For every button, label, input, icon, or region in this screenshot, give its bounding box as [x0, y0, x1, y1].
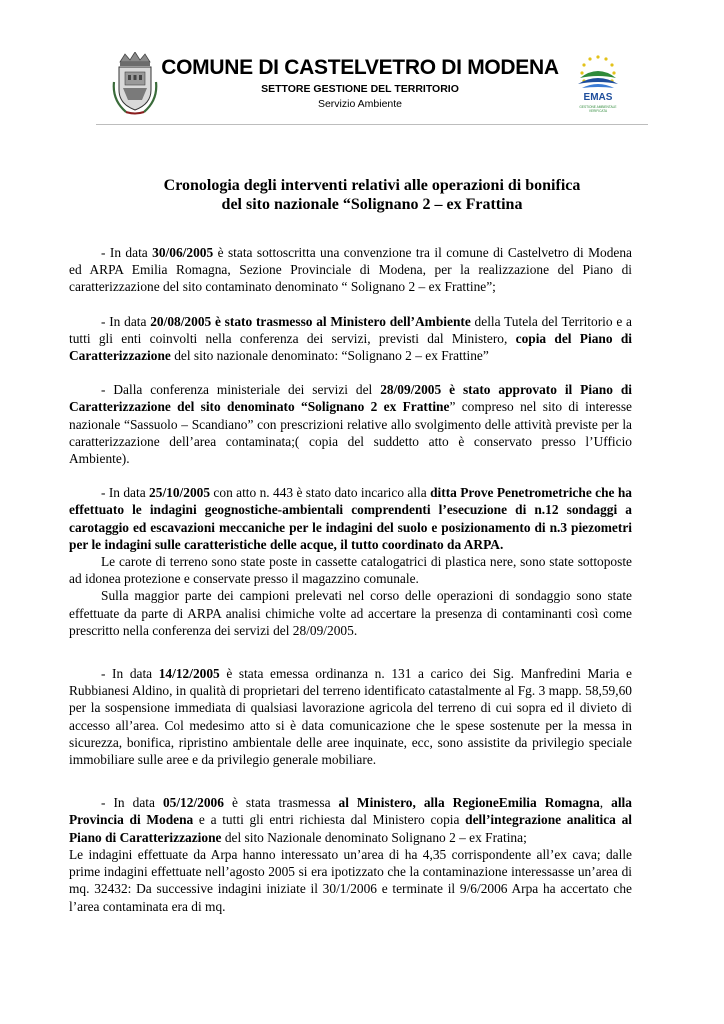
paragraph-4: [69, 484, 632, 553]
text-run: del sito nazionale denominato: “Solignano 2 – ex Frattine”: [170, 348, 489, 364]
title-line-1: Cronologia degli interventi relativi alle operazioni di bonifica: [163, 177, 581, 194]
bold-run: ditta Prove Penetrometriche che ha effettuato le indagini geognostiche-ambientali comprendenti l’esecuzione di n.12 sondaggi a carotaggio ed escavazioni meccaniche per le indagini del suolo e posizionamento di n.3 piezometri per le indagini sulle caratteristiche delle acque, il tutto coordinato da ARPA.: [69, 485, 632, 552]
bold-run: alla Provincia di Modena: [69, 795, 632, 828]
document-title: [96, 176, 648, 214]
date-14-12-2005: 14/12/2005: [158, 666, 220, 682]
text-run: è stata sottoscritta una convenzione tra il comune di Castelvetro di Modena ed ARPA Emilia Romagna, Sezione Provinciale di Modena, per la realizzazione del Piano di caratterizzazione del sito contaminato denominato “ Solignano 2 – ex Frattine”;: [69, 245, 632, 295]
text-run: - In data: [101, 245, 153, 260]
text-run: è stata trasmessa: [223, 795, 339, 811]
service-name: Servizio Ambiente: [317, 98, 403, 110]
bold-run: al Ministero, alla RegioneEmilia Romagna: [338, 795, 600, 811]
text-run: ” compreso nel sito di interesse nazionale “Sassuolo – Scandiano” con prescrizioni relative allo svolgimento delle attività previste per la caratterizzazione dell’area contaminata;( copia del suddetto atto è conservato presso l’Ufficio Ambiente).: [69, 399, 632, 467]
emas-label: EMAS: [583, 92, 613, 103]
paragraph-1: [69, 244, 632, 296]
text-run: è stata emessa ordinanza n. 131 a carico dei Sig. Manfredini Maria e Rubbianesi Aldino, in qualità di proprietari del terreno identificato catastalmente al Fg. 3 mapp. 58,59,60 per la sospensione immediata di qualsiasi lavorazione agricola del terreno di cui sopra ed il divieto di accesso all’area. Col medesimo atto si è data comunicazione che le spese sostenute per la messa in sicurezza, bonifica, ripristino ambientale delle aree inquinate, ecc, sono assistite da privilegio speciale immobiliare sulle aree e da privilegio generale mobiliare.: [69, 666, 632, 768]
municipality-name: COMUNE DI CASTELVETRO DI MODENA: [161, 56, 559, 79]
bold-run: 28/09/2005 è stato approvato il Piano di Caratterizzazione del sito denominato “Solignano 2 ex Frattine: [69, 382, 632, 415]
text-run: - Dalla conferenza ministeriale dei servizi del: [101, 382, 381, 398]
municipal-crest-icon: [112, 52, 158, 116]
date-25-10-2005: 25/10/2005: [149, 485, 211, 501]
text-run: - In data: [101, 313, 151, 329]
bold-run: copia del Piano di Caratterizzazione: [69, 330, 632, 364]
text-run: - In data: [101, 666, 159, 682]
date-30-06-2005: 30/06/2005: [152, 245, 214, 260]
paragraph-3: [69, 381, 632, 467]
paragraph-5: [69, 665, 632, 768]
text-run: della Tutela del Territorio e a tutti gli enti coinvolti nella conferenza dei servizi, previsti dal Ministero,: [69, 313, 632, 346]
bold-run: dell’integrazione analitica al Piano di Caratterizzazione: [69, 812, 632, 845]
header-divider: [96, 124, 648, 125]
emas-small-text: GESTIONE AMBIENTALE VERIFICATA: [579, 105, 617, 113]
text-run: - In data: [101, 795, 163, 811]
paragraph-6-investigations: Le indagini effettuate da Arpa hanno interessato un’area di ha 4,35 corrispondente all’ex cava; dalle prime indagini effettuate nell’agosto 2005 si era ipotizzato che la contaminazione interessasse un’area di mq. 32432: Da successive indagini iniziate il 30/1/2006 e terminate il 9/6/2006 Arpa ha accertato che l’area contaminata era di mq.: [69, 846, 632, 914]
paragraph-2: [69, 313, 632, 365]
paragraph-4-samples: Sulla maggior parte dei campioni prelevati nel corso delle operazioni di sondaggio sono state effettuate da parte di ARPA analisi chimiche volte ad accertare la presenza di contaminanti così come prescritto nella conferenza dei servizi del 28/09/2005.: [69, 588, 632, 638]
text-run: con atto n. 443 è stato dato incarico alla: [210, 485, 431, 501]
text-run: - In data: [101, 485, 150, 501]
text-run: del sito Nazionale denominato Solignano 2 – ex Fratina;: [221, 829, 527, 845]
emas-stars-icon: [568, 54, 628, 94]
bold-run: 20/08/2005 è stato trasmesso al Ministero dell’Ambiente: [150, 313, 471, 329]
text-run: ,: [599, 795, 612, 811]
paragraph-4-cores: Le carote di terreno sono state poste in cassette catalogatrici di plastica nere, sono state sottoposte ad idonea protezione e conservate presso il magazzino comunale.: [69, 554, 632, 587]
emas-logo: [568, 54, 628, 118]
department-name: SETTORE GESTIONE DEL TERRITORIO: [261, 83, 459, 95]
document-body: [69, 244, 632, 915]
date-05-12-2006: 05/12/2006: [162, 795, 224, 811]
title-line-2: del sito nazionale “Solignano 2 – ex Frattina: [221, 196, 523, 213]
paragraph-6: [69, 794, 632, 846]
text-run: e a tutti gli entri richiesta dal Ministero copia: [193, 812, 466, 828]
